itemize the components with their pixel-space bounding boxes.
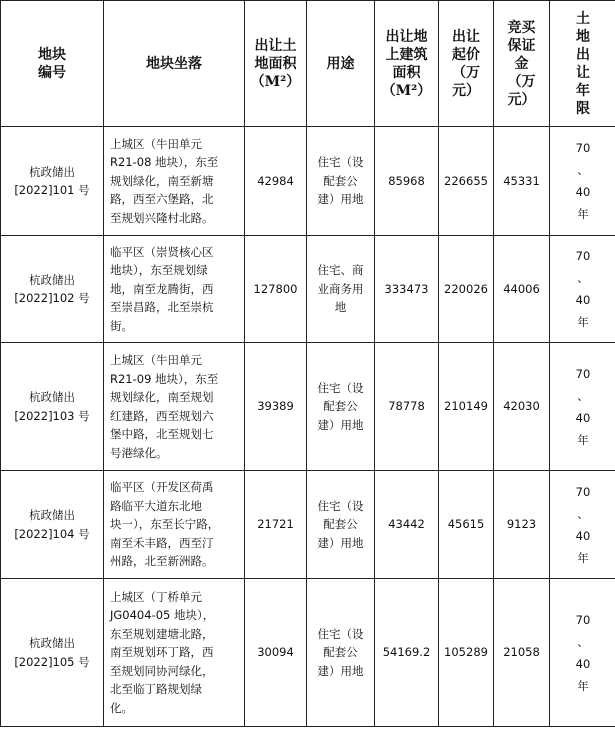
header-row <box>1 1 615 127</box>
header-use-text: 用途 <box>326 55 355 72</box>
cell-area: 30094 <box>245 579 307 727</box>
header-id-text: 地块 编号 <box>38 46 66 81</box>
cell-use: 住宅（设 配套公 建）用地 <box>307 127 375 236</box>
cell-term: 70 、 40 年 <box>550 579 615 727</box>
cell-term: 70 、 40 年 <box>550 343 615 471</box>
cell-deposit: 45331 <box>494 127 550 236</box>
cell-term: 70 、 40 年 <box>550 236 615 343</box>
header-start-price <box>439 1 494 127</box>
table-row <box>1 236 615 343</box>
header-floor-area <box>375 1 439 127</box>
cell-id: 杭政储出 [2022]102 号 <box>1 236 104 343</box>
table-row <box>1 579 615 727</box>
cell-id: 杭政储出 [2022]103 号 <box>1 343 104 471</box>
cell-location: 临平区（崇贤核心区 地块），东至规划绿 地，南至龙腾街，西 至崇昌路，北至崇杭 街。 <box>104 236 245 343</box>
cell-deposit: 9123 <box>494 471 550 579</box>
header-id <box>1 1 104 127</box>
cell-deposit: 44006 <box>494 236 550 343</box>
cell-start-price: 220026 <box>439 236 494 343</box>
cell-id: 杭政储出 [2022]105 号 <box>1 579 104 727</box>
cell-start-price: 45615 <box>439 471 494 579</box>
cell-area: 21721 <box>245 471 307 579</box>
cell-floor-area: 333473 <box>375 236 439 343</box>
cell-start-price: 210149 <box>439 343 494 471</box>
cell-location: 上城区（丁桥单元 JG0404-05 地块）， 东至规划建塘北路， 南至规划环丁路，西 至规划同协河绿化， 北至临丁路规划绿 化。 <box>104 579 245 727</box>
cell-floor-area: 54169.2 <box>375 579 439 727</box>
header-use <box>307 1 375 127</box>
cell-term: 70 、 40 年 <box>550 127 615 236</box>
cell-floor-area: 85968 <box>375 127 439 236</box>
cell-area: 39389 <box>245 343 307 471</box>
header-deposit <box>494 1 550 127</box>
cell-use: 住宅（设 配套公 建）用地 <box>307 579 375 727</box>
cell-location: 临平区（开发区荷禹 路临平大道东北地 块一），东至长宁路， 南至禾丰路，西至汀 州路，北至新洲路。 <box>104 471 245 579</box>
cell-start-price: 226655 <box>439 127 494 236</box>
header-term <box>550 1 615 127</box>
cell-use: 住宅、商 业商务用 地 <box>307 236 375 343</box>
header-start-price-text: 出让 起价 （万 元） <box>452 28 480 99</box>
cell-use: 住宅（设 配套公 建）用地 <box>307 471 375 579</box>
table-row <box>1 343 615 471</box>
header-term-text: 土 地 出 让 年 限 <box>576 10 590 117</box>
cell-start-price: 105289 <box>439 579 494 727</box>
cell-deposit: 42030 <box>494 343 550 471</box>
cell-location: 上城区（牛田单元 R21-08 地块），东至 规划绿化，南至新塘 路，西至六堡路，北 至规划兴隆村北路。 <box>104 127 245 236</box>
cell-id: 杭政储出 [2022]101 号 <box>1 127 104 236</box>
cell-location: 上城区（牛田单元 R21-09 地块），东至 规划绿化，南至规划 红建路，西至规划六 堡中路，北至规划七 号港绿化。 <box>104 343 245 471</box>
cell-id: 杭政储出 [2022]104 号 <box>1 471 104 579</box>
header-floor-area-text: 出让地 上建筑 面积 （M²） <box>381 28 432 99</box>
header-location-text: 地块坐落 <box>146 55 202 72</box>
table-row <box>1 127 615 236</box>
cell-deposit: 21058 <box>494 579 550 727</box>
header-area-text: 出让土 地面积 （M²） <box>250 37 301 90</box>
cell-term: 70 、 40 年 <box>550 471 615 579</box>
header-area <box>245 1 307 127</box>
cell-area: 127800 <box>245 236 307 343</box>
header-deposit-text: 竞买 保证 金 （万 元） <box>507 19 536 108</box>
header-location <box>104 1 245 127</box>
table-row <box>1 471 615 579</box>
cell-floor-area: 78778 <box>375 343 439 471</box>
cell-use: 住宅（设 配套公 建）用地 <box>307 343 375 471</box>
cell-area: 42984 <box>245 127 307 236</box>
cell-floor-area: 43442 <box>375 471 439 579</box>
